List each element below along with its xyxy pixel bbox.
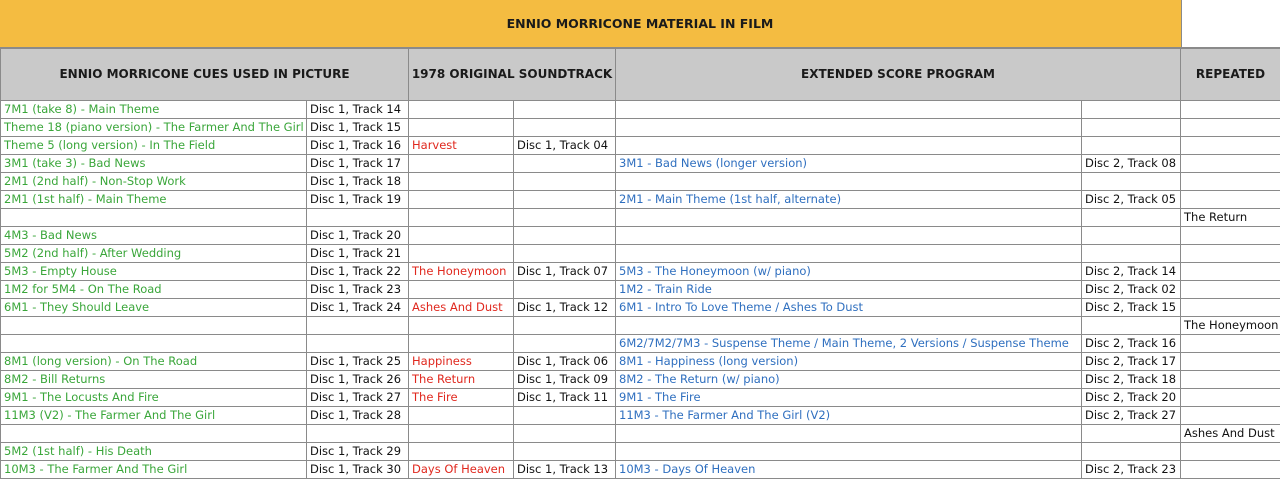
extended-track-cell[interactable] [1082,317,1181,335]
soundtrack-title-cell[interactable] [409,209,514,227]
soundtrack-track-cell[interactable]: Disc 1, Track 04 [514,137,616,155]
cue-track-cell[interactable]: Disc 1, Track 18 [307,173,409,191]
cue-title-cell[interactable]: 6M1 - They Should Leave [1,299,307,317]
cue-track-cell[interactable]: Disc 1, Track 14 [307,101,409,119]
table-row [1,137,1280,155]
cue-track-cell[interactable] [307,317,409,335]
repeated-cell[interactable]: Ashes And Dust [1181,425,1280,443]
cue-title-cell[interactable]: 2M1 (2nd half) - Non-Stop Work [1,173,307,191]
soundtrack-title-cell[interactable] [409,443,514,461]
cue-track-cell[interactable]: Disc 1, Track 27 [307,389,409,407]
table-row [1,119,1280,137]
extended-track-cell[interactable] [1082,425,1181,443]
repeated-cell[interactable] [1181,407,1280,425]
cue-title-cell[interactable]: 10M3 - The Farmer And The Girl [1,461,307,479]
soundtrack-title-cell[interactable] [409,281,514,299]
cue-track-cell[interactable] [307,335,409,353]
repeated-cell[interactable] [1181,281,1280,299]
extended-title-cell[interactable] [616,173,1082,191]
soundtrack-title-cell[interactable] [409,407,514,425]
cue-track-cell[interactable] [307,209,409,227]
table-row [1,173,1280,191]
cue-title-cell[interactable]: 8M2 - Bill Returns [1,371,307,389]
cue-title-cell[interactable]: 4M3 - Bad News [1,227,307,245]
extended-track-cell[interactable]: Disc 2, Track 18 [1082,371,1181,389]
soundtrack-track-cell[interactable] [514,227,616,245]
extended-track-cell[interactable] [1082,173,1181,191]
extended-title-cell[interactable] [616,227,1082,245]
repeated-cell[interactable] [1181,335,1280,353]
extended-title-cell[interactable]: 8M1 - Happiness (long version) [616,353,1082,371]
material-table [0,48,1280,479]
extended-track-cell[interactable] [1082,209,1181,227]
soundtrack-title-cell[interactable] [409,245,514,263]
sheet-title-bar [0,0,1280,48]
extended-title-cell[interactable]: 5M3 - The Honeymoon (w/ piano) [616,263,1082,281]
extended-title-cell[interactable] [616,443,1082,461]
extended-track-cell[interactable] [1082,137,1181,155]
soundtrack-title-cell[interactable] [409,173,514,191]
cue-track-cell[interactable]: Disc 1, Track 29 [307,443,409,461]
soundtrack-title-cell[interactable] [409,101,514,119]
repeated-cell[interactable] [1181,155,1280,173]
repeated-cell[interactable] [1181,173,1280,191]
table-row [1,443,1280,461]
repeated-cell[interactable] [1181,389,1280,407]
soundtrack-track-cell[interactable] [514,407,616,425]
soundtrack-title-cell[interactable] [409,155,514,173]
extended-track-cell[interactable]: Disc 2, Track 08 [1082,155,1181,173]
header-extended[interactable]: EXTENDED SCORE PROGRAM [616,49,1181,101]
table-row [1,425,1280,443]
cue-title-cell[interactable] [1,425,307,443]
cue-track-cell[interactable]: Disc 1, Track 28 [307,407,409,425]
soundtrack-track-cell[interactable]: Disc 1, Track 12 [514,299,616,317]
soundtrack-track-cell[interactable]: Disc 1, Track 06 [514,353,616,371]
cue-track-cell[interactable]: Disc 1, Track 25 [307,353,409,371]
extended-track-cell[interactable] [1082,227,1181,245]
extended-track-cell[interactable] [1082,443,1181,461]
extended-title-cell[interactable] [616,317,1082,335]
cue-title-cell[interactable]: 5M3 - Empty House [1,263,307,281]
cue-track-cell[interactable]: Disc 1, Track 22 [307,263,409,281]
soundtrack-track-cell[interactable]: Disc 1, Track 11 [514,389,616,407]
repeated-cell[interactable] [1181,227,1280,245]
table-row [1,335,1280,353]
cue-title-cell[interactable]: Theme 5 (long version) - In The Field [1,137,307,155]
soundtrack-title-cell[interactable]: The Return [409,371,514,389]
extended-title-cell[interactable]: 3M1 - Bad News (longer version) [616,155,1082,173]
cue-track-cell[interactable]: Disc 1, Track 23 [307,281,409,299]
extended-title-cell[interactable]: 9M1 - The Fire [616,389,1082,407]
table-row [1,227,1280,245]
soundtrack-track-cell[interactable] [514,425,616,443]
soundtrack-track-cell[interactable] [514,443,616,461]
table-row [1,407,1280,425]
extended-track-cell[interactable] [1082,245,1181,263]
extended-track-cell[interactable]: Disc 2, Track 17 [1082,353,1181,371]
soundtrack-track-cell[interactable] [514,245,616,263]
repeated-cell[interactable] [1181,137,1280,155]
extended-track-cell[interactable]: Disc 2, Track 23 [1082,461,1181,479]
soundtrack-title-cell[interactable] [409,335,514,353]
repeated-cell[interactable] [1181,353,1280,371]
extended-title-cell[interactable]: 2M1 - Main Theme (1st half, alternate) [616,191,1082,209]
table-row [1,209,1280,227]
cue-title-cell[interactable]: 11M3 (V2) - The Farmer And The Girl [1,407,307,425]
column-header-row [1,49,1280,101]
repeated-cell[interactable]: The Honeymoon [1181,317,1280,335]
cue-title-cell[interactable] [1,317,307,335]
table-row [1,461,1280,479]
cue-track-cell[interactable]: Disc 1, Track 15 [307,119,409,137]
cue-track-cell[interactable]: Disc 1, Track 30 [307,461,409,479]
soundtrack-track-cell[interactable] [514,209,616,227]
repeated-cell[interactable] [1181,191,1280,209]
extended-title-cell[interactable] [616,209,1082,227]
soundtrack-track-cell[interactable] [514,173,616,191]
cue-track-cell[interactable]: Disc 1, Track 16 [307,137,409,155]
table-row [1,389,1280,407]
extended-track-cell[interactable]: Disc 2, Track 15 [1082,299,1181,317]
soundtrack-title-cell[interactable]: The Honeymoon [409,263,514,281]
cue-title-cell[interactable]: 3M1 (take 3) - Bad News [1,155,307,173]
soundtrack-title-cell[interactable]: The Fire [409,389,514,407]
soundtrack-track-cell[interactable] [514,335,616,353]
header-soundtrack[interactable]: 1978 ORIGINAL SOUNDTRACK [409,49,616,101]
soundtrack-title-cell[interactable]: Ashes And Dust [409,299,514,317]
soundtrack-track-cell[interactable]: Disc 1, Track 09 [514,371,616,389]
repeated-cell[interactable] [1181,101,1280,119]
cue-title-cell[interactable]: Theme 18 (piano version) - The Farmer And The Girl [1,119,307,137]
cue-title-cell[interactable]: 5M2 (1st half) - His Death [1,443,307,461]
soundtrack-title-cell[interactable] [409,425,514,443]
soundtrack-track-cell[interactable] [514,281,616,299]
cue-title-cell[interactable]: 2M1 (1st half) - Main Theme [1,191,307,209]
soundtrack-title-cell[interactable] [409,317,514,335]
cue-title-cell[interactable]: 1M2 for 5M4 - On The Road [1,281,307,299]
extended-track-cell[interactable]: Disc 2, Track 20 [1082,389,1181,407]
table-row [1,263,1280,281]
extended-title-cell[interactable]: 8M2 - The Return (w/ piano) [616,371,1082,389]
soundtrack-track-cell[interactable] [514,191,616,209]
cue-track-cell[interactable]: Disc 1, Track 19 [307,191,409,209]
title-bar-empty-cell[interactable] [1181,0,1280,47]
cue-title-cell[interactable]: 5M2 (2nd half) - After Wedding [1,245,307,263]
soundtrack-track-cell[interactable]: Disc 1, Track 13 [514,461,616,479]
extended-title-cell[interactable]: 6M1 - Intro To Love Theme / Ashes To Dust [616,299,1082,317]
cue-track-cell[interactable]: Disc 1, Track 17 [307,155,409,173]
header-cues[interactable]: ENNIO MORRICONE CUES USED IN PICTURE [1,49,409,101]
repeated-cell[interactable] [1181,443,1280,461]
extended-title-cell[interactable]: 1M2 - Train Ride [616,281,1082,299]
table-row [1,353,1280,371]
repeated-cell[interactable] [1181,263,1280,281]
repeated-cell[interactable]: The Return [1181,209,1280,227]
repeated-cell[interactable] [1181,119,1280,137]
repeated-cell[interactable] [1181,299,1280,317]
soundtrack-track-cell[interactable]: Disc 1, Track 07 [514,263,616,281]
extended-track-cell[interactable]: Disc 2, Track 27 [1082,407,1181,425]
cue-title-cell[interactable] [1,335,307,353]
table-body [1,101,1280,479]
soundtrack-track-cell[interactable] [514,101,616,119]
soundtrack-track-cell[interactable] [514,155,616,173]
table-row [1,299,1280,317]
extended-track-cell[interactable]: Disc 2, Track 05 [1082,191,1181,209]
soundtrack-title-cell[interactable] [409,191,514,209]
cue-track-cell[interactable]: Disc 1, Track 24 [307,299,409,317]
cue-track-cell[interactable]: Disc 1, Track 21 [307,245,409,263]
sheet-title: ENNIO MORRICONE MATERIAL IN FILM [506,16,774,31]
soundtrack-title-cell[interactable]: Days Of Heaven [409,461,514,479]
cue-title-cell[interactable]: 7M1 (take 8) - Main Theme [1,101,307,119]
table-row [1,101,1280,119]
extended-title-cell[interactable] [616,245,1082,263]
soundtrack-title-cell[interactable] [409,119,514,137]
extended-title-cell[interactable] [616,101,1082,119]
extended-title-cell[interactable]: 10M3 - Days Of Heaven [616,461,1082,479]
cue-title-cell[interactable]: 9M1 - The Locusts And Fire [1,389,307,407]
repeated-cell[interactable] [1181,371,1280,389]
soundtrack-track-cell[interactable] [514,317,616,335]
extended-title-cell[interactable] [616,425,1082,443]
extended-track-cell[interactable]: Disc 2, Track 16 [1082,335,1181,353]
soundtrack-title-cell[interactable] [409,227,514,245]
extended-title-cell[interactable] [616,137,1082,155]
extended-track-cell[interactable]: Disc 2, Track 02 [1082,281,1181,299]
table-row [1,317,1280,335]
table-row [1,191,1280,209]
extended-title-cell[interactable]: 11M3 - The Farmer And The Girl (V2) [616,407,1082,425]
soundtrack-title-cell[interactable]: Happiness [409,353,514,371]
cue-track-cell[interactable] [307,425,409,443]
repeated-cell[interactable] [1181,245,1280,263]
soundtrack-title-cell[interactable]: Harvest [409,137,514,155]
soundtrack-track-cell[interactable] [514,119,616,137]
table-row [1,281,1280,299]
cue-title-cell[interactable] [1,209,307,227]
cue-track-cell[interactable]: Disc 1, Track 20 [307,227,409,245]
cue-title-cell[interactable]: 8M1 (long version) - On The Road [1,353,307,371]
extended-track-cell[interactable]: Disc 2, Track 14 [1082,263,1181,281]
header-repeated[interactable]: REPEATED [1181,49,1280,101]
extended-track-cell[interactable] [1082,119,1181,137]
repeated-cell[interactable] [1181,461,1280,479]
table-row [1,371,1280,389]
table-row [1,155,1280,173]
extended-title-cell[interactable]: 6M2/7M2/7M3 - Suspense Theme / Main Theme, 2 Versions / Suspense Theme [616,335,1082,353]
extended-title-cell[interactable] [616,119,1082,137]
extended-track-cell[interactable] [1082,101,1181,119]
table-row [1,245,1280,263]
cue-track-cell[interactable]: Disc 1, Track 26 [307,371,409,389]
